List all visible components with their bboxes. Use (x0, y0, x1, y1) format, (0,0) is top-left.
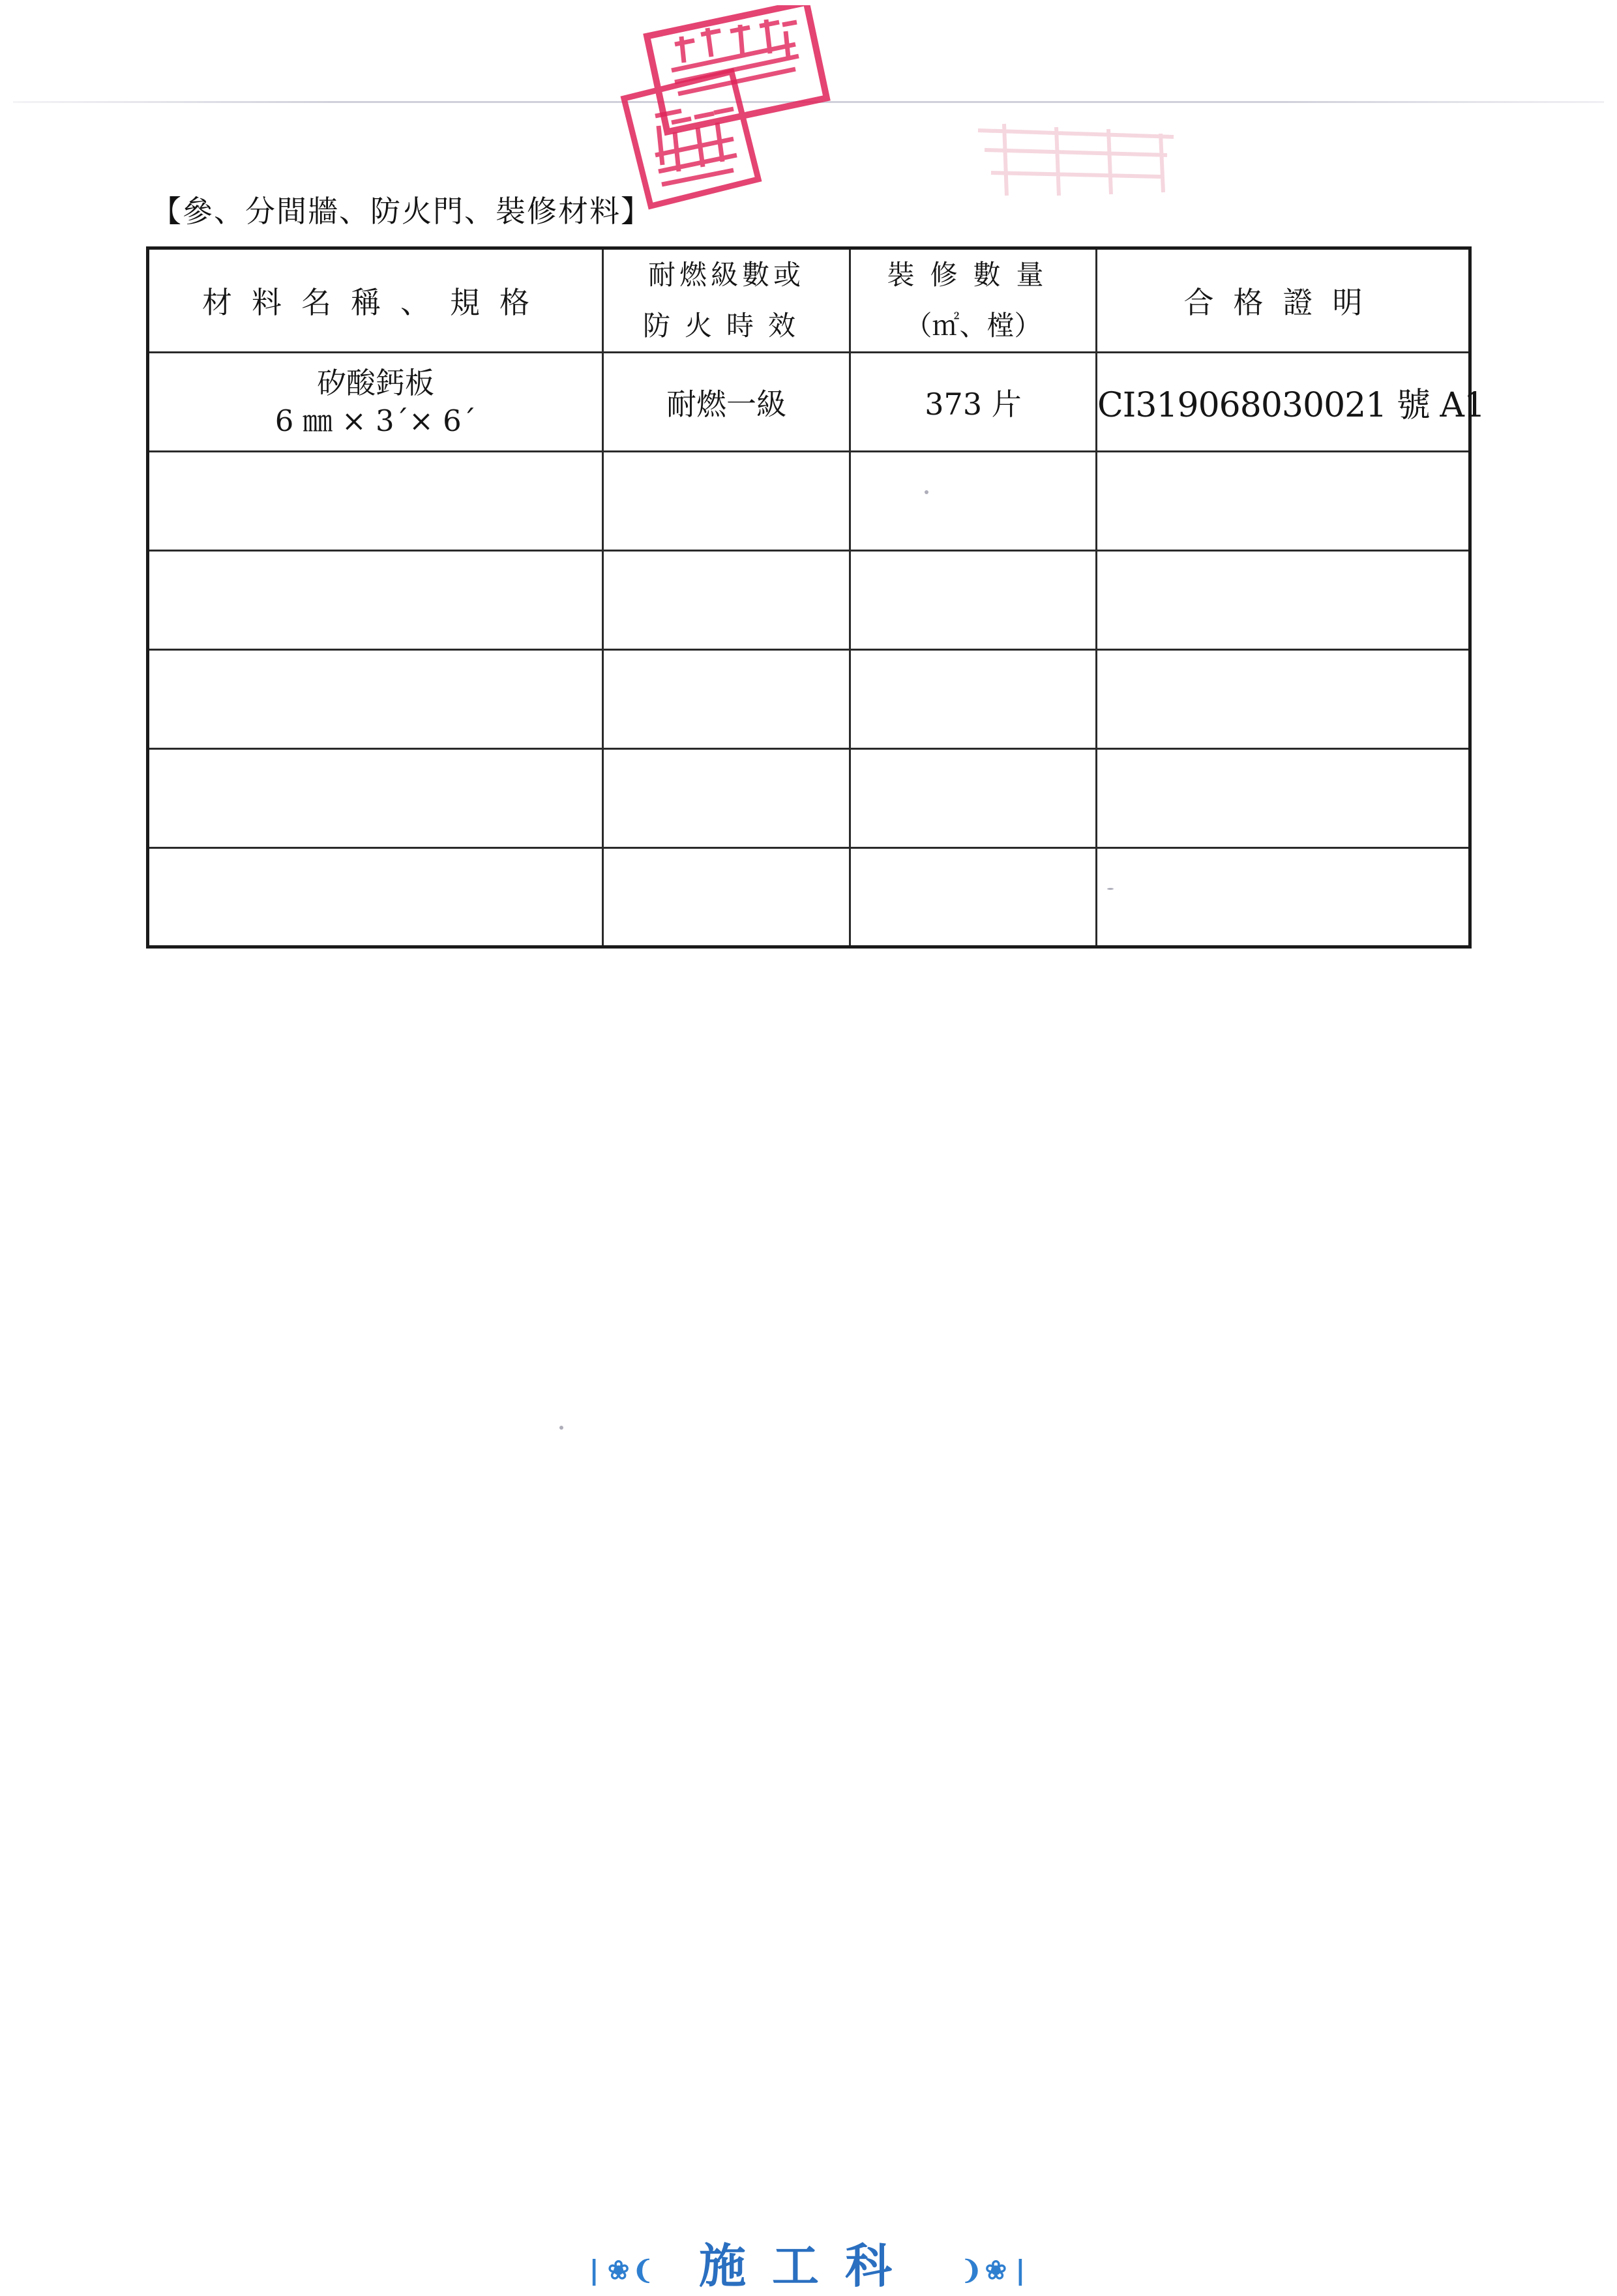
header-rating (603, 248, 850, 353)
header-material-label: 材料名稱、規格 (202, 285, 549, 320)
materials-table (146, 246, 1485, 949)
cell-material (148, 749, 603, 848)
table-row (148, 848, 1470, 947)
quantity-value: 373 片 (925, 386, 1022, 422)
header-certificate-label: 合格證明 (1183, 285, 1382, 320)
header-certificate (1097, 248, 1470, 353)
header-quantity-line2: （㎡、樘） (904, 310, 1042, 342)
flower-ornament-icon: ❘❀❨ (583, 2254, 657, 2286)
header-quantity (850, 248, 1097, 353)
flower-ornament-icon: ❩❀❘ (960, 2254, 1034, 2286)
cell-certificate (1097, 353, 1485, 452)
header-rating-line2: 防火時效 (642, 310, 810, 342)
scan-speck (1107, 888, 1114, 890)
table-header-row (148, 248, 1470, 353)
cell-quantity (850, 353, 1097, 452)
cell-certificate (1097, 551, 1470, 650)
cell-rating (603, 353, 850, 452)
table-row (148, 353, 1470, 452)
cell-certificate (1097, 749, 1470, 848)
cell-quantity (850, 452, 1097, 551)
table-row (148, 650, 1470, 749)
cell-quantity (850, 650, 1097, 749)
cell-rating (603, 551, 850, 650)
cell-rating (603, 452, 850, 551)
scan-speck (559, 1426, 563, 1430)
cell-quantity (850, 551, 1097, 650)
cell-certificate (1097, 452, 1470, 551)
rating-value: 耐燃一級 (666, 386, 786, 422)
cell-rating (603, 749, 850, 848)
section-title: 【參、分間牆、防火門、裝修材料】 (151, 194, 652, 229)
cell-certificate (1097, 650, 1470, 749)
cell-quantity (850, 848, 1097, 947)
cell-quantity (850, 749, 1097, 848)
cell-material (148, 353, 603, 452)
table-row (148, 452, 1470, 551)
certificate-value: CI319068030021 號 A1 (1097, 386, 1485, 425)
cell-material (148, 848, 603, 947)
material-name: 矽酸鈣板 (316, 365, 434, 400)
table-row (148, 551, 1470, 650)
cell-certificate (1097, 848, 1470, 947)
material-spec: 6 ㎜ × 3´× 6´ (274, 403, 477, 438)
cell-material (148, 551, 603, 650)
header-quantity-line1: 裝修數量 (887, 259, 1060, 291)
scan-speck (925, 490, 928, 494)
cell-material (148, 452, 603, 551)
table-row (148, 749, 1470, 848)
footer-text: 施工科 (698, 2238, 918, 2293)
cell-rating (603, 650, 850, 749)
header-material (148, 248, 603, 353)
header-rating-line1: 耐燃級數或 (647, 259, 805, 291)
footer-label (0, 2228, 1617, 2296)
faint-stamp-impression (965, 111, 1200, 209)
cell-rating (603, 848, 850, 947)
cell-material (148, 650, 603, 749)
